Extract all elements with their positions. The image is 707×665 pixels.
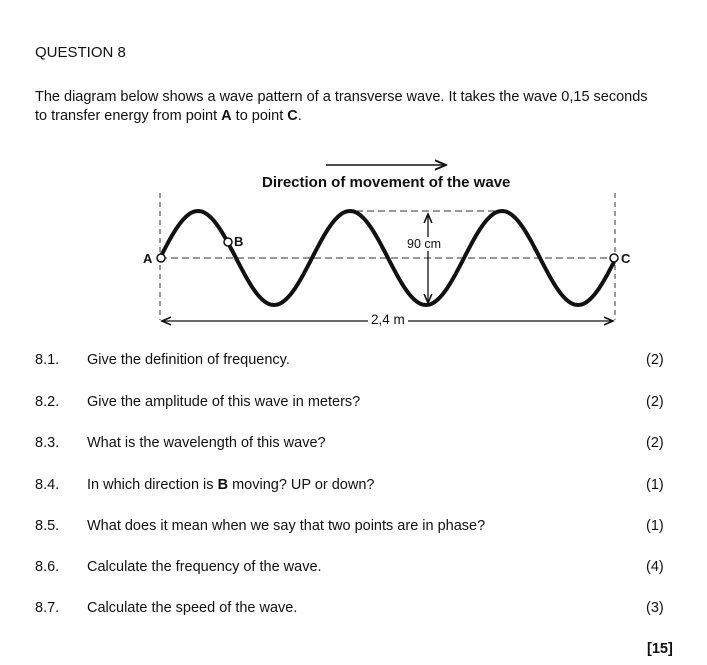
question-marks: (2) (646, 352, 664, 368)
question-marks: (3) (646, 600, 664, 616)
question-marks: (1) (646, 477, 664, 493)
question-text-part: moving? UP or down? (228, 477, 375, 493)
question-text: Calculate the speed of the wave. (87, 600, 298, 616)
point-a-label: A (143, 251, 153, 266)
point-a-ref: A (221, 108, 232, 124)
intro-text: . (297, 108, 302, 124)
question-bold-part: B (217, 477, 229, 493)
total-marks: [15] (647, 641, 673, 657)
question-number: 8.2. (35, 394, 60, 410)
question-marks: (4) (646, 559, 664, 575)
length-label: 2,4 m (371, 312, 405, 327)
question-number: 8.1. (35, 352, 60, 368)
question-text: What does it mean when we say that two points are in phase? (87, 518, 486, 534)
intro-text: to transfer energy from point (35, 108, 222, 124)
question-number: 8.5. (35, 518, 60, 534)
point-b-marker (224, 238, 232, 246)
question-marks: (2) (646, 435, 664, 451)
question-marks: (1) (646, 518, 664, 534)
question-number: 8.6. (35, 559, 60, 575)
direction-label: Direction of movement of the wave (262, 174, 511, 191)
point-c-marker (610, 254, 618, 262)
point-a-marker (157, 254, 165, 262)
question-text (87, 477, 374, 493)
question-text-part: In which direction is (87, 477, 218, 493)
intro-text: to point (231, 108, 288, 124)
question-number: 8.4. (35, 477, 60, 493)
height-label: 90 cm (407, 237, 442, 251)
question-text: What is the wavelength of this wave? (87, 435, 326, 451)
point-b-label: B (234, 234, 244, 249)
question-number: 8.7. (35, 600, 60, 616)
question-number: 8.3. (35, 435, 60, 451)
question-marks: (2) (646, 394, 664, 410)
question-text: Calculate the frequency of the wave. (87, 559, 322, 575)
point-c-label: C (621, 251, 631, 266)
point-c-ref: C (287, 108, 298, 124)
intro-line-1: The diagram below shows a wave pattern of a transverse wave. It takes the wave 0,15 seconds (35, 89, 648, 105)
question-text: Give the amplitude of this wave in meters? (87, 394, 361, 410)
question-text: Give the definition of frequency. (87, 352, 290, 368)
question-heading: QUESTION 8 (35, 44, 126, 61)
